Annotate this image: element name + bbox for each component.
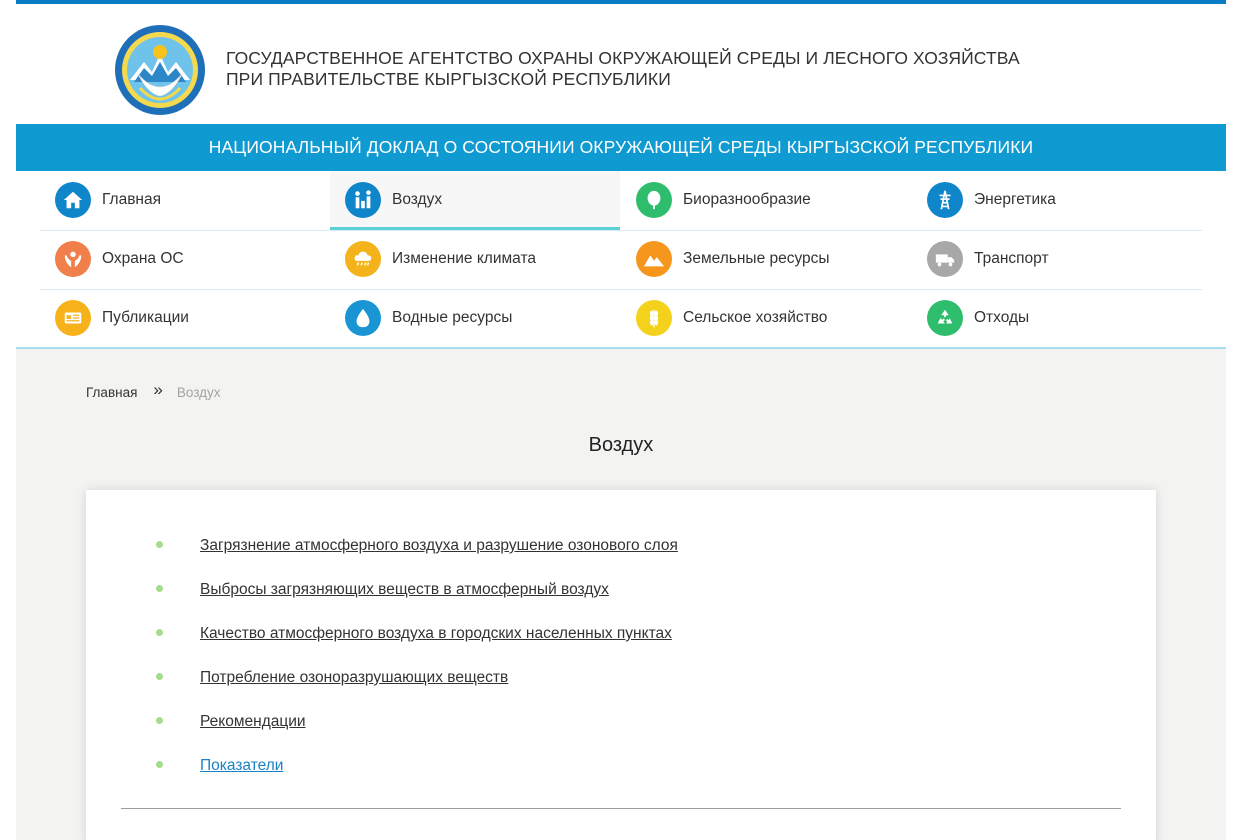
- header: [16, 4, 1226, 124]
- nav-item-label: Водные ресурсы: [392, 309, 513, 326]
- nav-item-label: Земельные ресурсы: [683, 250, 830, 267]
- nav-item-label: Транспорт: [974, 250, 1049, 267]
- home-icon: [55, 182, 91, 218]
- nav-item-water-resources[interactable]: [330, 289, 620, 347]
- list-item: [172, 666, 678, 710]
- nav-item-label: Охрана ОС: [102, 250, 184, 267]
- nav-item-biodiversity[interactable]: [621, 171, 911, 229]
- breadcrumb: [86, 382, 221, 402]
- nav-row: [40, 230, 1202, 290]
- nav-item-publications[interactable]: [40, 289, 330, 347]
- nav-item-label: Воздух: [392, 191, 443, 208]
- nav-item-agriculture[interactable]: [621, 289, 911, 347]
- section-link[interactable]: Загрязнение атмосферного воздуха и разрушение озонового слоя: [200, 537, 678, 554]
- nav-item-air[interactable]: [330, 171, 620, 229]
- section-link[interactable]: Рекомендации: [200, 713, 306, 730]
- mountains-icon: [636, 241, 672, 277]
- breadcrumb-separator: »: [153, 380, 163, 399]
- content-card: [86, 490, 1156, 840]
- main-navigation: [16, 171, 1226, 348]
- nav-item-environment-protection[interactable]: [40, 230, 330, 288]
- agency-name-line2: ПРИ ПРАВИТЕЛЬСТВЕ КЫРГЫЗСКОЙ РЕСПУБЛИКИ: [226, 69, 671, 89]
- list-item: [172, 534, 678, 578]
- breadcrumb-current: Воздух: [176, 384, 221, 400]
- nav-row: [40, 171, 1202, 231]
- nav-item-label: Отходы: [974, 309, 1030, 326]
- nav-item-waste[interactable]: [912, 289, 1202, 347]
- nav-item-label: Биоразнообразие: [683, 191, 811, 208]
- truck-icon: [927, 241, 963, 277]
- list-item: [172, 578, 678, 622]
- hands-icon: [55, 241, 91, 277]
- document-icon: [55, 300, 91, 336]
- section-link[interactable]: Выбросы загрязняющих веществ в атмосферный воздух: [200, 581, 609, 598]
- nav-item-energy[interactable]: [912, 171, 1202, 229]
- nav-item-climate-change[interactable]: [330, 230, 620, 288]
- tree-icon: [636, 182, 672, 218]
- list-item: [172, 754, 678, 798]
- report-title-banner: НАЦИОНАЛЬНЫЙ ДОКЛАД О СОСТОЯНИИ ОКРУЖАЮЩЕЙ СРЕДЫ КЫРГЫЗСКОЙ РЕСПУБЛИКИ: [16, 124, 1226, 171]
- section-link-indicators[interactable]: Показатели: [200, 757, 284, 774]
- water-drop-icon: [345, 300, 381, 336]
- list-item: [172, 710, 678, 754]
- nav-item-transport[interactable]: [912, 230, 1202, 288]
- state-emblem-icon[interactable]: [114, 24, 206, 116]
- section-link[interactable]: Качество атмосферного воздуха в городских населенных пунктах: [200, 625, 672, 642]
- section-links-list: [172, 534, 678, 798]
- agency-name-line1: ГОСУДАРСТВЕННОЕ АГЕНТСТВО ОХРАНЫ ОКРУЖАЮЩЕЙ СРЕДЫ И ЛЕСНОГО ХОЗЯЙСТВА: [226, 48, 1020, 68]
- air-icon: [345, 182, 381, 218]
- nav-item-home[interactable]: [40, 171, 330, 229]
- power-tower-icon: [927, 182, 963, 218]
- list-item: [172, 622, 678, 666]
- nav-item-land-resources[interactable]: [621, 230, 911, 288]
- recycle-icon: [927, 300, 963, 336]
- section-link[interactable]: Потребление озоноразрушающих веществ: [200, 669, 509, 686]
- agency-name: [226, 48, 1020, 90]
- card-divider: [121, 808, 1121, 809]
- wheat-icon: [636, 300, 672, 336]
- nav-item-label: Публикации: [102, 309, 189, 326]
- breadcrumb-home-link[interactable]: Главная: [86, 384, 138, 400]
- nav-row: [40, 289, 1202, 348]
- page-title: Воздух: [588, 434, 654, 456]
- nav-item-label: Изменение климата: [392, 250, 536, 267]
- rain-cloud-icon: [345, 241, 381, 277]
- nav-item-label: Главная: [102, 191, 161, 208]
- nav-item-label: Сельское хозяйство: [683, 309, 828, 326]
- nav-item-label: Энергетика: [974, 191, 1056, 208]
